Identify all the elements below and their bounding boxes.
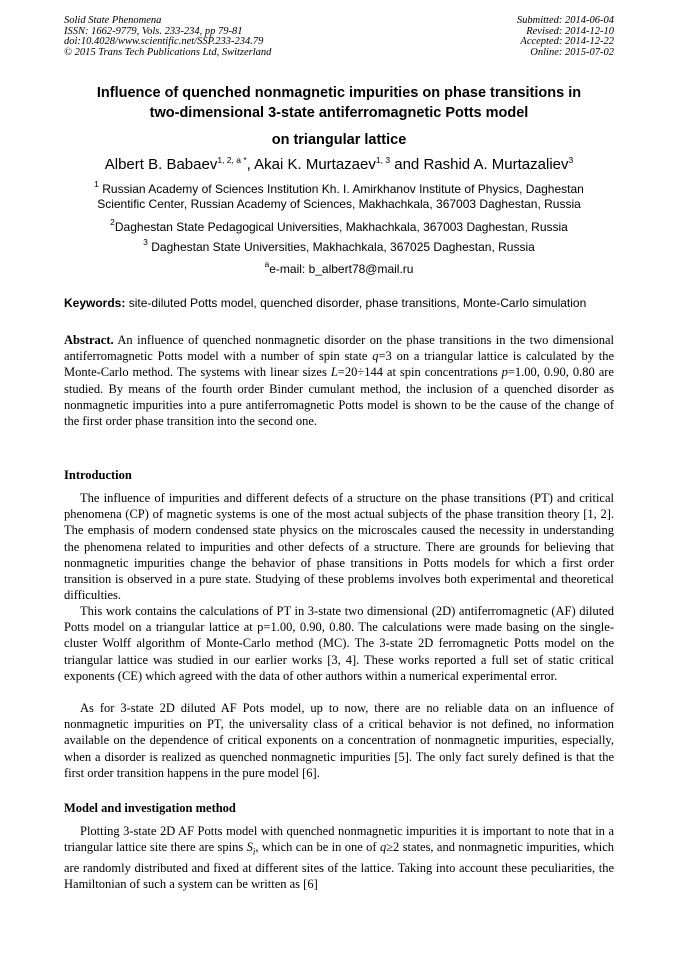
keywords-text: site-diluted Potts model, quenched disorder, phase transitions, Monte-Carlo simulation	[125, 296, 587, 310]
author-separator: and	[390, 156, 424, 173]
section-heading-model: Model and investigation method	[64, 801, 236, 815]
intro-paragraph-3: As for 3-state 2D diluted AF Pots model, up to now, there are no reliable data on an influence of nonmagnetic impurities on PT, the universality class of a critical behavior is not defined, no information available on the dependence of critical exponents on a concentration of nonmagnetic impurities, especially, when a disorder is realized as quenched nonmagnetic impurities [5]. The only fact surely defined is that the first order transition happens in the pure model [6].	[64, 701, 614, 780]
date-submitted: Submitted: 2014-06-04	[516, 15, 614, 26]
email-mark: a	[264, 259, 270, 269]
affiliation-text: Daghestan State Pedagogical Universities, Makhachkala, 367003 Daghestan, Russia	[114, 220, 568, 234]
journal-info-left	[64, 16, 271, 58]
author-affiliation-mark: 3	[568, 155, 574, 165]
affiliation-1	[50, 179, 628, 212]
affiliation-number: 1	[94, 179, 99, 189]
abstract-text: An influence of quenched nonmagnetic disorder on the phase transitions in the two dimensional antiferromagnetic Potts model with a number of spin state	[64, 333, 614, 364]
abstract-label: Abstract.	[64, 333, 114, 347]
affiliation-text: Daghestan State Universities, Makhachkala, 367025 Daghestan, Russia	[151, 240, 535, 254]
model-symbol: S	[246, 840, 253, 855]
journal-doi: doi:10.4028/www.scientific.net/SSP.233-234.79	[64, 36, 264, 47]
affiliation-3	[50, 237, 628, 255]
title-line-1: Influence of quenched nonmagnetic impurities on phase transitions in	[96, 85, 582, 101]
date-accepted: Accepted: 2014-12-22	[520, 36, 614, 47]
title-line-2: two-dimensional 3-state antiferromagnetic Potts model	[149, 105, 529, 121]
email-text: e-mail: b_albert78@mail.ru	[269, 262, 414, 276]
journal-name: Solid State Phenomena	[64, 15, 162, 26]
affiliation-text: Russian Academy of Sciences Institution Kh. I. Amirkhanov Institute of Physics, Daghestan	[102, 182, 584, 196]
abstract-text: =20÷144 at spin concentrations	[337, 365, 502, 380]
abstract-symbol: q	[372, 349, 379, 364]
abstract-text: =1.00, 0.90, 0.80 are studied. By means of the fourth order Binder cumulant method, the inclusion of a quenched disorder as nonmagnetic impurities into a pure antiferromagnetic Potts model is shown to be the cause of the change of the first order phase transition into the second one.	[64, 365, 614, 429]
contact-email	[50, 259, 628, 277]
intro-paragraph-1: The influence of impurities and different defects of a structure on the phase transitions (PT) and critical phenomena (CP) of magnetic systems is one of the most actual subjects of the phase transition theory [1, 2]. The emphasis of modern condensed state physics on the microscales caused the necessity in understanding the phenomena related to impurities and other defects of a structure. There are grounds for believing that nonmagnetic impurities change the behavior of phase transitions in Potts models for which a first order transition is observed in a pure state. Studying of these problems involves both experimental and theoretical difficulties.	[64, 491, 614, 603]
journal-dates-right	[517, 16, 614, 58]
model-paragraph-1	[64, 823, 614, 892]
model-text: Plotting 3-state 2D AF Potts model with quenched nonmagnetic impurities it is important to note that in a triangular lattice site there are spins	[64, 824, 614, 855]
model-text: , which can be in one of	[255, 840, 380, 855]
affiliation-number: 2	[110, 217, 115, 227]
author-name: Akai K. Murtazaev	[254, 156, 376, 173]
author-name: Rashid A. Murtazaliev	[423, 156, 569, 173]
model-symbol: q	[379, 840, 387, 855]
paper-title	[40, 83, 638, 150]
abstract-symbol: p	[501, 365, 508, 380]
affiliation-number: 3	[143, 237, 148, 247]
author-separator: ,	[246, 156, 255, 173]
journal-issn: ISSN: 1662-9779, Vols. 233-234, pp 79-81	[64, 25, 243, 37]
author-affiliation-mark: 1, 2, a *	[217, 155, 247, 165]
abstract-symbol: L	[330, 365, 338, 380]
title-line-3: on triangular lattice	[271, 132, 407, 148]
keywords	[64, 296, 624, 311]
author-affiliation-mark: 1, 3	[375, 155, 391, 165]
affiliation-2	[50, 217, 628, 235]
model-subscript: i	[252, 846, 256, 857]
journal-copyright: © 2015 Trans Tech Publications Ltd, Switzerland	[64, 46, 272, 58]
author-name: Albert B. Babaev	[104, 156, 218, 173]
author-list	[40, 156, 638, 174]
date-revised: Revised: 2014-12-10	[526, 25, 614, 37]
abstract-text: =3 on a triangular lattice is calculated by the Monte-Carlo method. The systems with linear sizes	[64, 349, 614, 380]
abstract	[64, 332, 614, 429]
model-text: ≥2 states, and nonmagnetic impurities, which are randomly distributed and fixed at different sites of the lattice. Taking into account these peculiarities, the Hamiltonian of such a system can be written as [6]	[64, 840, 614, 892]
section-heading-introduction: Introduction	[64, 468, 132, 482]
keywords-label: Keywords:	[64, 296, 126, 310]
affiliation-text: Scientific Center, Russian Academy of Sciences, Makhachkala, 367003 Daghestan, Russia	[97, 197, 581, 211]
intro-paragraph-2: This work contains the calculations of PT in 3-state two dimensional (2D) antiferromagnetic (AF) diluted Potts model on a triangular lattice at p=1.00, 0.90, 0.80. The calculations were made basing on the single-cluster Wolff algorithm of Monte-Carlo method (MC). The 3-state 2D ferromagnetic Potts model on the triangular lattice was studied in our earlier works [3, 4]. These works reported a full set of static critical exponents (CE) which agreed with the data of other authors within a numerical experimental error.	[64, 604, 614, 683]
date-online: Online: 2015-07-02	[530, 46, 614, 58]
